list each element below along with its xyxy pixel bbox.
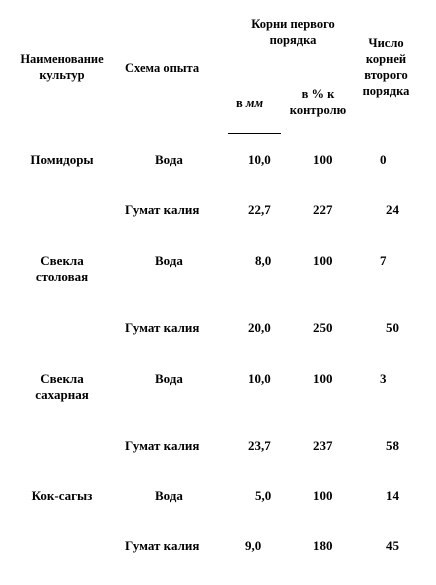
count-cell: 50 xyxy=(386,320,399,335)
scheme-cell: Гумат калия xyxy=(125,438,200,453)
header-second-order-count xyxy=(356,35,416,99)
scheme-cell: Вода xyxy=(155,253,183,268)
count-cell: 14 xyxy=(386,488,399,503)
header-second-order-line: второго xyxy=(364,68,408,82)
header-percent-of-control xyxy=(278,86,358,118)
header-divider xyxy=(228,133,281,134)
scheme-cell: Вода xyxy=(155,488,183,503)
percent-cell: 180 xyxy=(313,538,333,553)
crop-name-line: столовая xyxy=(35,269,89,284)
header-second-order-line: Число xyxy=(368,36,404,50)
crop-name-cell xyxy=(6,488,118,504)
header-first-order-roots-line: порядка xyxy=(269,33,317,47)
count-cell: 3 xyxy=(380,371,387,386)
count-cell: 7 xyxy=(380,253,387,268)
crop-name-line: сахарная xyxy=(35,387,89,402)
crop-name-cell xyxy=(6,253,118,285)
mm-cell: 10,0 xyxy=(248,371,271,386)
header-crop-name xyxy=(6,51,118,83)
count-cell: 45 xyxy=(386,538,399,553)
scheme-cell: Вода xyxy=(155,152,183,167)
header-first-order-roots-line: Корни первого xyxy=(251,17,335,31)
percent-cell: 237 xyxy=(313,438,333,453)
header-scheme: Схема опыта xyxy=(125,61,200,75)
header-percent-line: в % к xyxy=(301,87,335,101)
mm-cell: 10,0 xyxy=(248,152,271,167)
percent-cell: 227 xyxy=(313,202,333,217)
mm-cell: 5,0 xyxy=(255,488,272,503)
mm-cell: 8,0 xyxy=(255,253,272,268)
header-in-mm-unit: мм xyxy=(245,96,264,110)
count-cell: 58 xyxy=(386,438,399,453)
scheme-cell: Гумат калия xyxy=(125,202,200,217)
mm-cell: 22,7 xyxy=(248,202,271,217)
percent-cell: 100 xyxy=(313,253,333,268)
header-in-mm xyxy=(236,95,263,111)
count-cell: 0 xyxy=(380,152,387,167)
count-cell: 24 xyxy=(386,202,399,217)
percent-cell: 100 xyxy=(313,371,333,386)
percent-cell: 250 xyxy=(313,320,333,335)
mm-cell: 9,0 xyxy=(245,538,262,553)
header-percent-line: контролю xyxy=(289,103,347,117)
mm-cell: 20,0 xyxy=(248,320,271,335)
percent-cell: 100 xyxy=(313,488,333,503)
header-second-order-line: корней xyxy=(365,52,407,66)
header-crop-name-line: культур xyxy=(39,68,85,82)
crop-name-line: Помидоры xyxy=(30,152,94,167)
crop-name-cell xyxy=(6,152,118,168)
scheme-cell: Вода xyxy=(155,371,183,386)
scheme-cell: Гумат калия xyxy=(125,538,200,553)
mm-cell: 23,7 xyxy=(248,438,271,453)
header-in-mm-prefix: в xyxy=(236,96,246,110)
crop-name-line: Свекла xyxy=(40,253,84,268)
crop-name-cell xyxy=(6,371,118,403)
header-crop-name-line: Наименование xyxy=(20,52,104,66)
header-second-order-line: порядка xyxy=(362,84,410,98)
crop-name-line: Кок-сагыз xyxy=(31,488,93,503)
header-first-order-roots xyxy=(233,16,353,48)
crop-name-line: Свекла xyxy=(40,371,84,386)
scheme-cell: Гумат калия xyxy=(125,320,200,335)
percent-cell: 100 xyxy=(313,152,333,167)
